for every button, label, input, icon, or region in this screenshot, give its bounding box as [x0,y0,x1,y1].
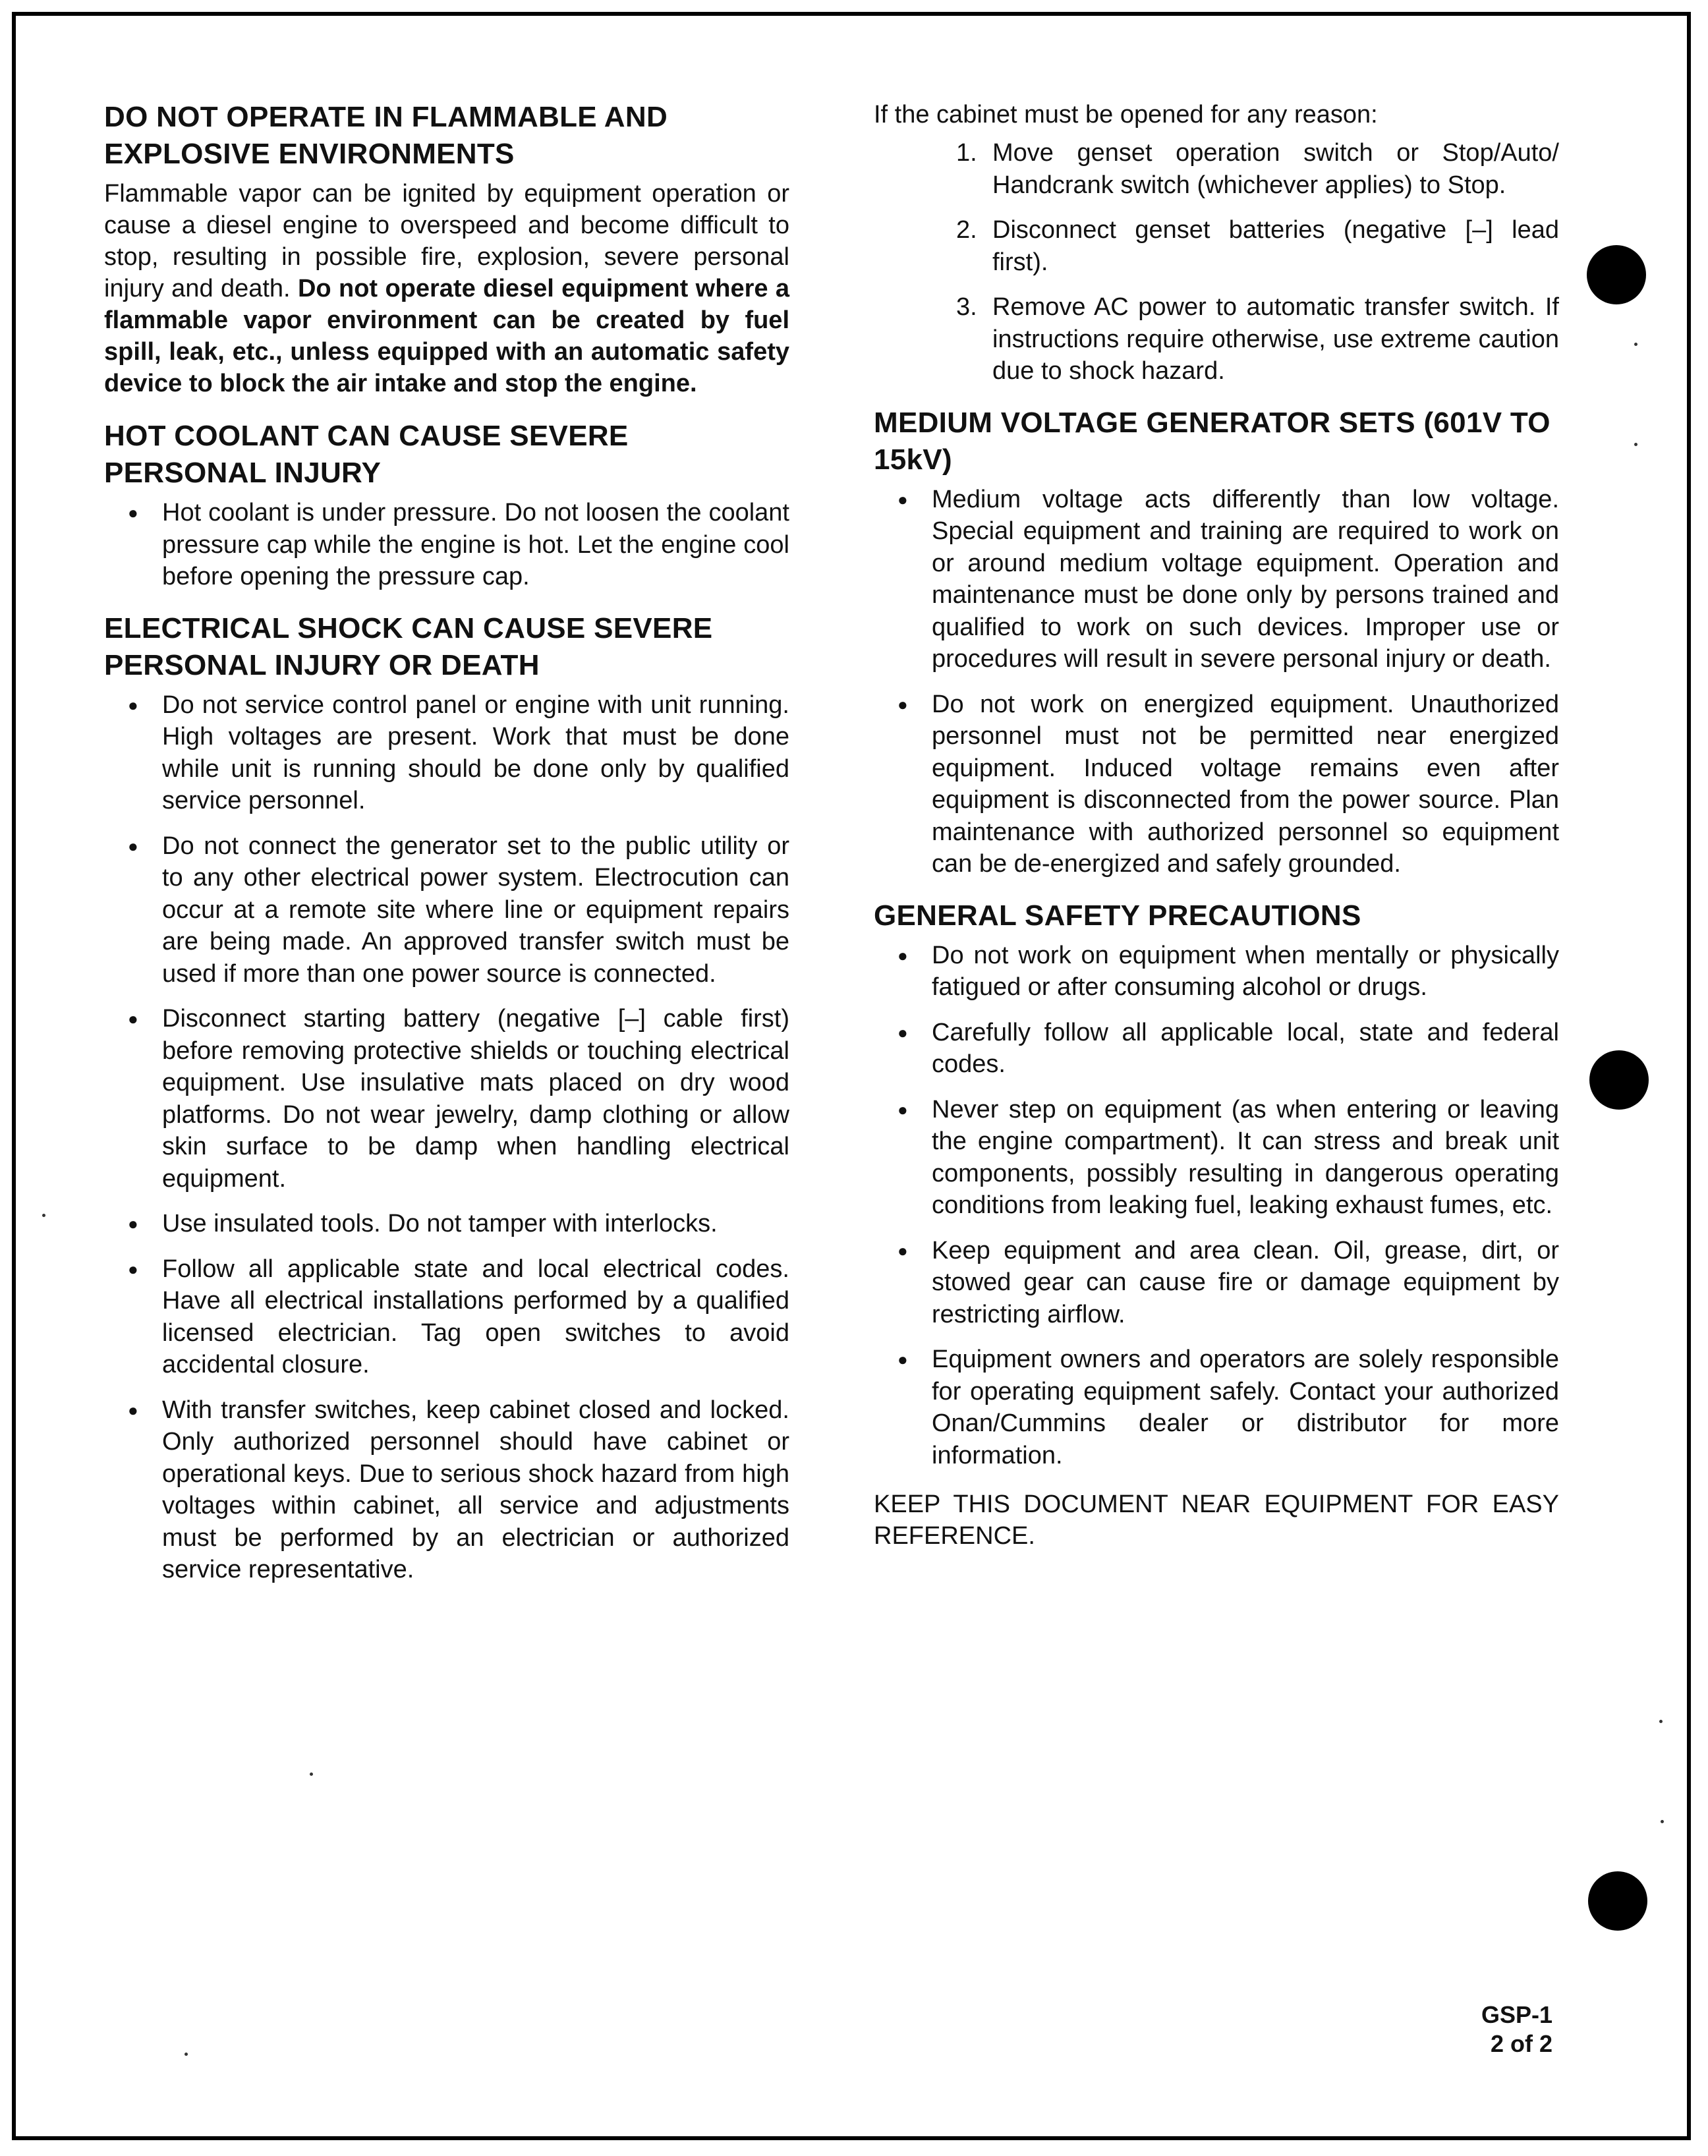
section-heading: MEDIUM VOLTAGE GENERATOR SETS (601V TO 15kV) [874,406,1551,476]
list-item: ● Do not work on energized equipment. Unauthorized personnel must not be permitted near energized equipment. Induced voltage remains even after equipment is disconnected from the power source. Plan maintenance with authorized personnel so equipment can be de-energized and safely grounded. [874,689,1559,880]
list-item: ● Hot coolant is under pressure. Do not loosen the coolant pressure cap while the engine is hot. Let the engine cool before opening the pressure cap. [104,497,789,593]
step-number: 2. [956,216,977,244]
list-item: ● Disconnect starting battery (negative [–] cable first) before removing protective shields or touching electrical equipment. Use insulative mats placed on dry wood platforms. Do not wear jewelry, damp clothing or allow skin surface to be damp when handling electrical equipment. [104,1003,789,1195]
list-item: ● Equipment owners and operators are solely responsible for operating equipment safely. Contact your authorized Onan/Cummins dealer or distributor for more information. [874,1344,1559,1471]
bold-warning: Do not operate diesel equipment where a flammable vapor environment can be created by fuel spill, leak, etc., unless equipped with an automatic safety device to block the air intake and stop the engine. [104,275,789,397]
section-heading: HOT COOLANT CAN CAUSE SEVERE PERSONAL INJURY [104,420,629,489]
step-text: Move genset operation switch or Stop/Auto/ Handcrank switch (whichever applies) to Stop. [992,139,1559,199]
section-general-safety [874,897,1559,1472]
punch-hole-top [1587,245,1646,304]
step-item [874,291,1559,387]
bullet-list [874,484,1559,880]
scan-speck [1661,1820,1664,1823]
scan-speck [310,1773,313,1776]
list-item: ● Keep equipment and area clean. Oil, grease, dirt, or stowed gear can cause fire or damage equipment by restricting airflow. [874,1235,1559,1331]
scan-speck [42,1214,45,1217]
scan-speck [1634,343,1637,346]
step-number: 1. [956,139,977,167]
punch-hole-middle [1589,1050,1649,1110]
punch-hole-bottom [1588,1871,1647,1931]
right-column [874,99,1559,1552]
list-item: ● Follow all applicable state and local electrical codes. Have all electrical installations performed by a qualified licensed electrician. Tag open switches to avoid accidental closure. [104,1253,789,1381]
page-footer [1481,2000,1552,2058]
document-code: GSP-1 [1481,2001,1552,2028]
scan-speck [185,2053,188,2056]
step-text: Disconnect genset batteries (negative [–] lead first). [992,216,1559,276]
list-item: ● Medium voltage acts differently than low voltage. Special equipment and training are required to work on or around medium voltage equipment. Operation and maintenance must be done only by persons trained and qualified to work on such devices. Improper use or procedures will result in severe personal injury or death. [874,484,1559,675]
left-column [104,99,789,1603]
cabinet-intro: If the cabinet must be opened for any reason: [874,101,1378,128]
numbered-steps [874,137,1559,387]
bullet-list [874,940,1559,1472]
step-text: Remove AC power to automatic transfer switch. If instructions require otherwise, use extreme caution due to shock hazard. [992,293,1559,385]
list-item: ● Do not service control panel or engine with unit running. High voltages are present. Work that must be done while unit is running should be done only by qualified service personnel. [104,689,789,817]
page-number: 2 of 2 [1490,2030,1552,2057]
list-item: ● Carefully follow all applicable local, state and federal codes. [874,1017,1559,1081]
step-item [874,214,1559,278]
bullet-list [104,497,789,593]
list-item: ● Do not connect the generator set to the public utility or to any other electrical power system. Electrocution can occur at a remote site where line or equipment repairs are being made. An approved transfer switch must be used if more than one power source is connected. [104,830,789,990]
bullet-list [104,689,789,1586]
scan-speck [1634,443,1637,446]
section-flammable [104,99,789,399]
list-item: ● Do not work on equipment when mentally or physically fatigued or after consuming alcohol or drugs. [874,940,1559,1004]
section-hot-coolant [104,418,789,593]
section-electrical-shock [104,610,789,1586]
list-item: ● Never step on equipment (as when entering or leaving the engine compartment). It can stress and break unit components, possibly resulting in dangerous operating conditions from leaking fuel, leaking exhaust fumes, etc. [874,1094,1559,1222]
section-heading: DO NOT OPERATE IN FLAMMABLE AND EXPLOSIVE ENVIRONMENTS [104,101,668,170]
scan-speck [1659,1720,1663,1723]
list-item: ● Use insulated tools. Do not tamper with interlocks. [104,1208,789,1240]
section-medium-voltage [874,405,1559,880]
section-heading: ELECTRICAL SHOCK CAN CAUSE SEVERE PERSONAL INJURY OR DEATH [104,611,713,681]
keep-document-note: KEEP THIS DOCUMENT NEAR EQUIPMENT FOR EASY REFERENCE. [874,1490,1559,1550]
section-heading: GENERAL SAFETY PRECAUTIONS [874,899,1361,932]
step-number: 3. [956,293,977,321]
list-item: ● With transfer switches, keep cabinet closed and locked. Only authorized personnel should have cabinet or operational keys. Due to serious shock hazard from high voltages within cabinet, all service and adjustments must be performed by an electrician or authorized service representative. [104,1394,789,1586]
step-item [874,137,1559,201]
section-body: Flammable vapor can be ignited by equipment operation or cause a diesel engine to overspeed and become difficult to stop, resulting in possible fire, explosion, severe personal injury and death. Do not operate diesel equipment where a flammable vapor environment can be created by fuel spill, leak, etc., unless equipped with an automatic safety device to block the air intake and stop the engine. [104,180,789,397]
